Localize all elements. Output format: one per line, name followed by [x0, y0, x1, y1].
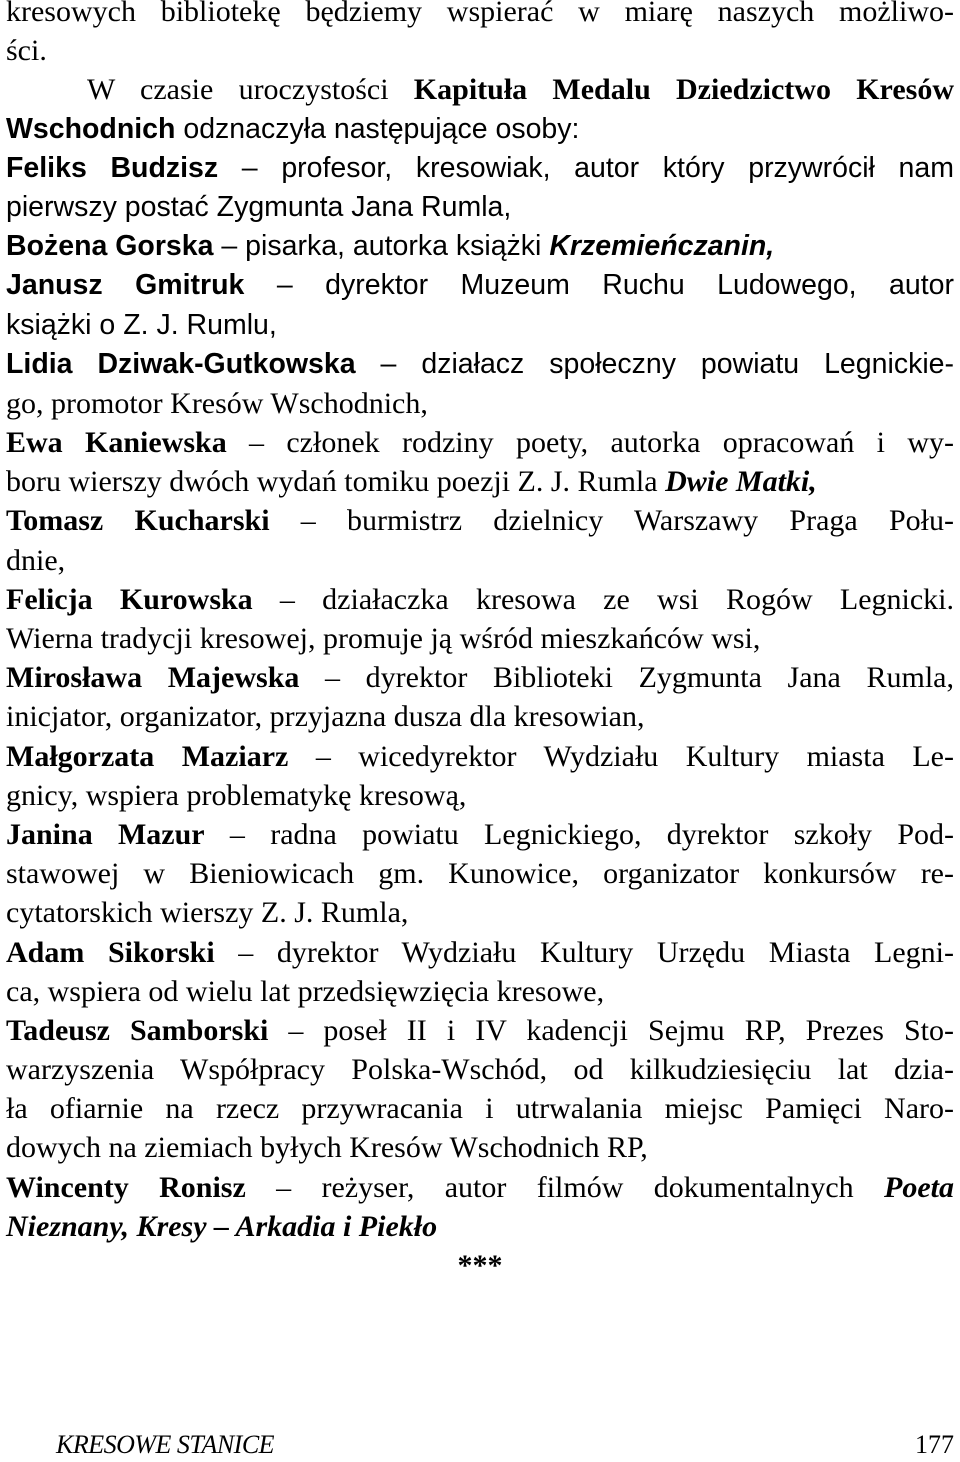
text-line [6, 815, 954, 854]
text-run: boru wierszy dwóch wydań tomiku poezji Z. J. Rumla [6, 465, 666, 499]
text-line [6, 501, 954, 540]
text-line [6, 0, 954, 31]
text-line [6, 1011, 954, 1050]
text-run: – działacz społeczny powiatu Legnickie- [355, 347, 954, 380]
text-run: – radna powiatu Legnickiego, dyrektor szkoły Pod- [204, 817, 954, 851]
emphasis-text: *** [457, 1249, 503, 1282]
text-run: ła ofiarnie na rzecz przywracania i utrwalania miejsc Pamięci Naro- [6, 1092, 954, 1126]
text-run: – burmistrz dzielnicy Warszawy Praga Połu- [269, 504, 955, 538]
text-line [6, 541, 954, 580]
text-run: – poseł II i IV kadencji Sejmu RP, Prezes Sto- [268, 1013, 954, 1047]
text-line [6, 1207, 954, 1246]
text-run: dowych na ziemiach byłych Kresów Wschodnich RP, [6, 1131, 648, 1165]
text-line [6, 854, 954, 893]
text-line [6, 149, 954, 188]
emphasis-text: Wincenty Ronisz [6, 1170, 246, 1204]
emphasis-text: Kapituła Medalu Dziedzictwo Kresów [413, 73, 954, 107]
text-run: – reżyser, autor filmów dokumentalnych [245, 1170, 885, 1204]
text-line [6, 423, 954, 462]
emphasis-text: Felicja Kurowska [6, 582, 253, 616]
text-line [6, 188, 954, 227]
text-line [6, 384, 954, 423]
text-line [6, 462, 954, 501]
text-run: inicjator, organizator, przyjazna dusza dla kresowian, [6, 700, 645, 734]
text-run: – dyrektor Muzeum Ruchu Ludowego, autor [244, 269, 955, 302]
text-line [6, 1050, 954, 1089]
text-run: pierwszy postać Zygmunta Jana Rumla, [6, 190, 512, 223]
text-run: kresowych bibliotekę będziemy wspierać w miarę naszych możliwo- [6, 0, 954, 28]
text-line [6, 737, 954, 776]
text-run: – dyrektor Wydziału Kultury Urzędu Miasta Legni- [214, 935, 954, 969]
text-line [6, 227, 954, 266]
text-run: cytatorskich wierszy Z. J. Rumla, [6, 896, 409, 930]
emphasis-text: Feliks Budzisz [6, 151, 219, 184]
text-run: – pisarka, autorka książki [213, 230, 550, 263]
emphasis-text: Janina Mazur [6, 817, 205, 851]
emphasis-text: Nieznany, Kresy – Arkadia i Piekło [6, 1209, 438, 1243]
text-run: W czasie uroczystości [87, 73, 414, 107]
emphasis-text: Bożena Gorska [6, 230, 214, 263]
emphasis-text: Wschodnich [6, 112, 176, 145]
text-run: ca, wspiera od wielu lat przedsięwzięcia kresowe, [6, 974, 605, 1008]
text-line [6, 776, 954, 815]
text-line [6, 893, 954, 932]
text-run: Wierna tradycji kresowej, promuje ją wśród mieszkańców wsi, [6, 622, 761, 655]
page-number: 177 [915, 1430, 954, 1459]
text-run: – członek rodziny poety, autorka opracowań i wy- [226, 426, 954, 460]
emphasis-text: Krzemieńczanin, [549, 230, 775, 263]
text-line [6, 110, 954, 149]
emphasis-text: Lidia Dziwak-Gutkowska [6, 347, 356, 380]
text-line [6, 972, 954, 1011]
emphasis-text: Ewa Kaniewska [6, 426, 227, 460]
emphasis-text: Poeta [884, 1170, 954, 1204]
body-text [6, 0, 954, 1285]
text-run: dnie, [6, 543, 66, 577]
text-line [6, 1168, 954, 1207]
text-line [6, 345, 954, 384]
text-run: – działaczka kresowa ze wsi Rogów Legnicki. [252, 582, 954, 616]
text-line [6, 31, 954, 70]
text-run: odznaczyła następujące osoby: [175, 112, 580, 145]
emphasis-text: Małgorzata Maziarz [6, 739, 289, 773]
text-line [6, 619, 954, 658]
text-run: go, promotor Kresów Wschodnich, [6, 386, 428, 420]
text-run: ści. [6, 34, 47, 68]
text-line [6, 70, 954, 109]
emphasis-text: Tomasz Kucharski [6, 504, 270, 538]
text-line [6, 306, 954, 345]
text-line [6, 1089, 954, 1128]
text-run: gnicy, wspiera problematykę kresową, [6, 778, 467, 812]
emphasis-text: Mirosława Majewska [6, 661, 300, 695]
text-line [6, 266, 954, 305]
emphasis-text: Janusz Gmitruk [6, 269, 245, 302]
emphasis-text: Adam Sikorski [6, 935, 215, 969]
text-line [6, 658, 954, 697]
text-line [6, 1128, 954, 1167]
journal-title: KRESOWE STANICE [56, 1430, 275, 1459]
emphasis-text: Tadeusz Samborski [6, 1013, 269, 1047]
text-line [6, 580, 954, 619]
text-run: – dyrektor Biblioteki Zygmunta Jana Rumla, [299, 661, 954, 695]
text-line [6, 1246, 954, 1285]
text-run: – profesor, kresowiak, autor który przywrócił nam [218, 151, 954, 184]
text-run: książki o Z. J. Rumlu, [6, 308, 277, 341]
emphasis-text: Dwie Matki, [665, 465, 817, 499]
text-line [6, 697, 954, 736]
text-run: stawowej w Bieniowicach gm. Kunowice, organizator konkursów re- [6, 857, 954, 891]
text-run: – wicedyrektor Wydziału Kultury miasta Le- [288, 739, 954, 773]
text-line [6, 933, 954, 972]
text-run: warzyszenia Współpracy Polska-Wschód, od kilkudziesięciu lat dzia- [6, 1053, 954, 1087]
